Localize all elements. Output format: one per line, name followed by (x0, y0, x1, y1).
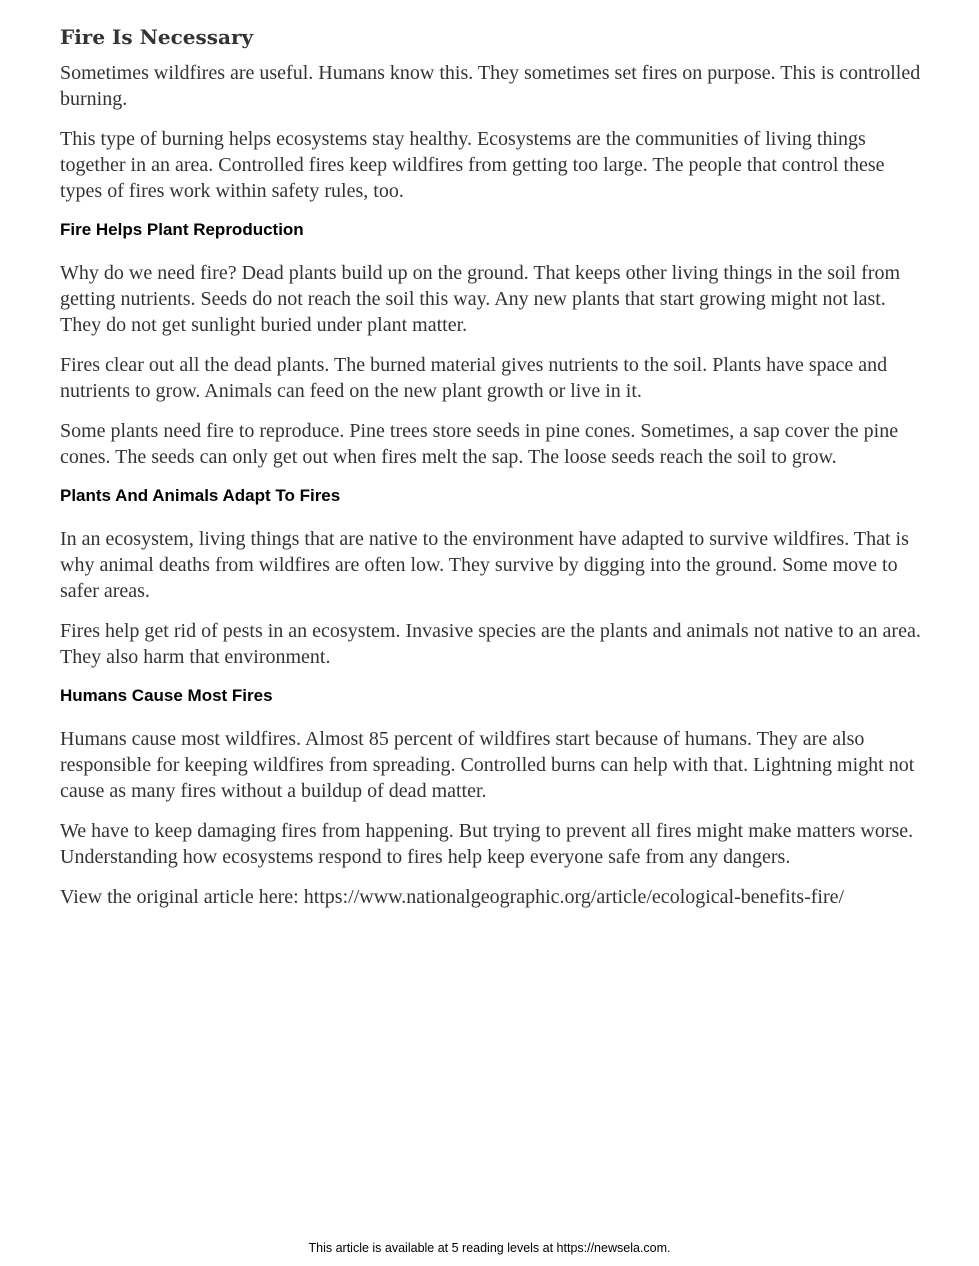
paragraph: Some plants need fire to reproduce. Pine trees store seeds in pine cones. Sometimes, a sap cover the pine cones. The seeds can only get out when fires melt the sap. The loose seeds reach the soil to grow. (60, 420, 899, 468)
section-title-fire-is-necessary: Fire Is Necessary (60, 25, 254, 49)
source-link-paragraph: View the original article here: https://www.nationalgeographic.org/article/ecological-benefits-fire/ (60, 886, 845, 908)
paragraph: Why do we need fire? Dead plants build up on the ground. That keeps other living things in the soil from getting nutrients. Seeds do not reach the soil this way. Any new plants that start growing might not last. They do not get sunlight buried under plant matter. (60, 262, 901, 336)
subhead-plants-and-animals-adapt: Plants And Animals Adapt To Fires (60, 486, 341, 505)
footer-reading-levels: This article is available at 5 reading levels at https://newsela.com. (308, 1241, 671, 1255)
paragraph: We have to keep damaging fires from happening. But trying to prevent all fires might make matters worse. Understanding how ecosystems respond to fires help keep everyone safe from any dangers. (60, 820, 914, 868)
article-page (60, 22, 924, 924)
paragraph: In an ecosystem, living things that are native to the environment have adapted to survive wildfires. That is why animal deaths from wildfires are often low. They survive by digging into the ground. Some move to safer areas. (60, 528, 909, 602)
subhead-fire-helps-plant-reproduction: Fire Helps Plant Reproduction (60, 220, 304, 239)
paragraph: Fires clear out all the dead plants. The burned material gives nutrients to the soil. Plants have space and nutrients to grow. Animals can feed on the new plant growth or live in it. (60, 354, 888, 402)
subhead-humans-cause-most-fires: Humans Cause Most Fires (60, 686, 273, 705)
paragraph: Fires help get rid of pests in an ecosystem. Invasive species are the plants and animals not native to an area. They also harm that environment. (60, 620, 921, 668)
paragraph: This type of burning helps ecosystems stay healthy. Ecosystems are the communities of living things together in an area. Controlled fires keep wildfires from getting too large. The people that control these types of fires work within safety rules, too. (60, 128, 885, 202)
paragraph: Humans cause most wildfires. Almost 85 percent of wildfires start because of humans. They are also responsible for keeping wildfires from spreading. Controlled burns can help with that. Lightning might not cause as many fires without a buildup of dead matter. (60, 728, 915, 802)
paragraph: Sometimes wildfires are useful. Humans know this. They sometimes set fires on purpose. This is controlled burning. (60, 62, 921, 110)
